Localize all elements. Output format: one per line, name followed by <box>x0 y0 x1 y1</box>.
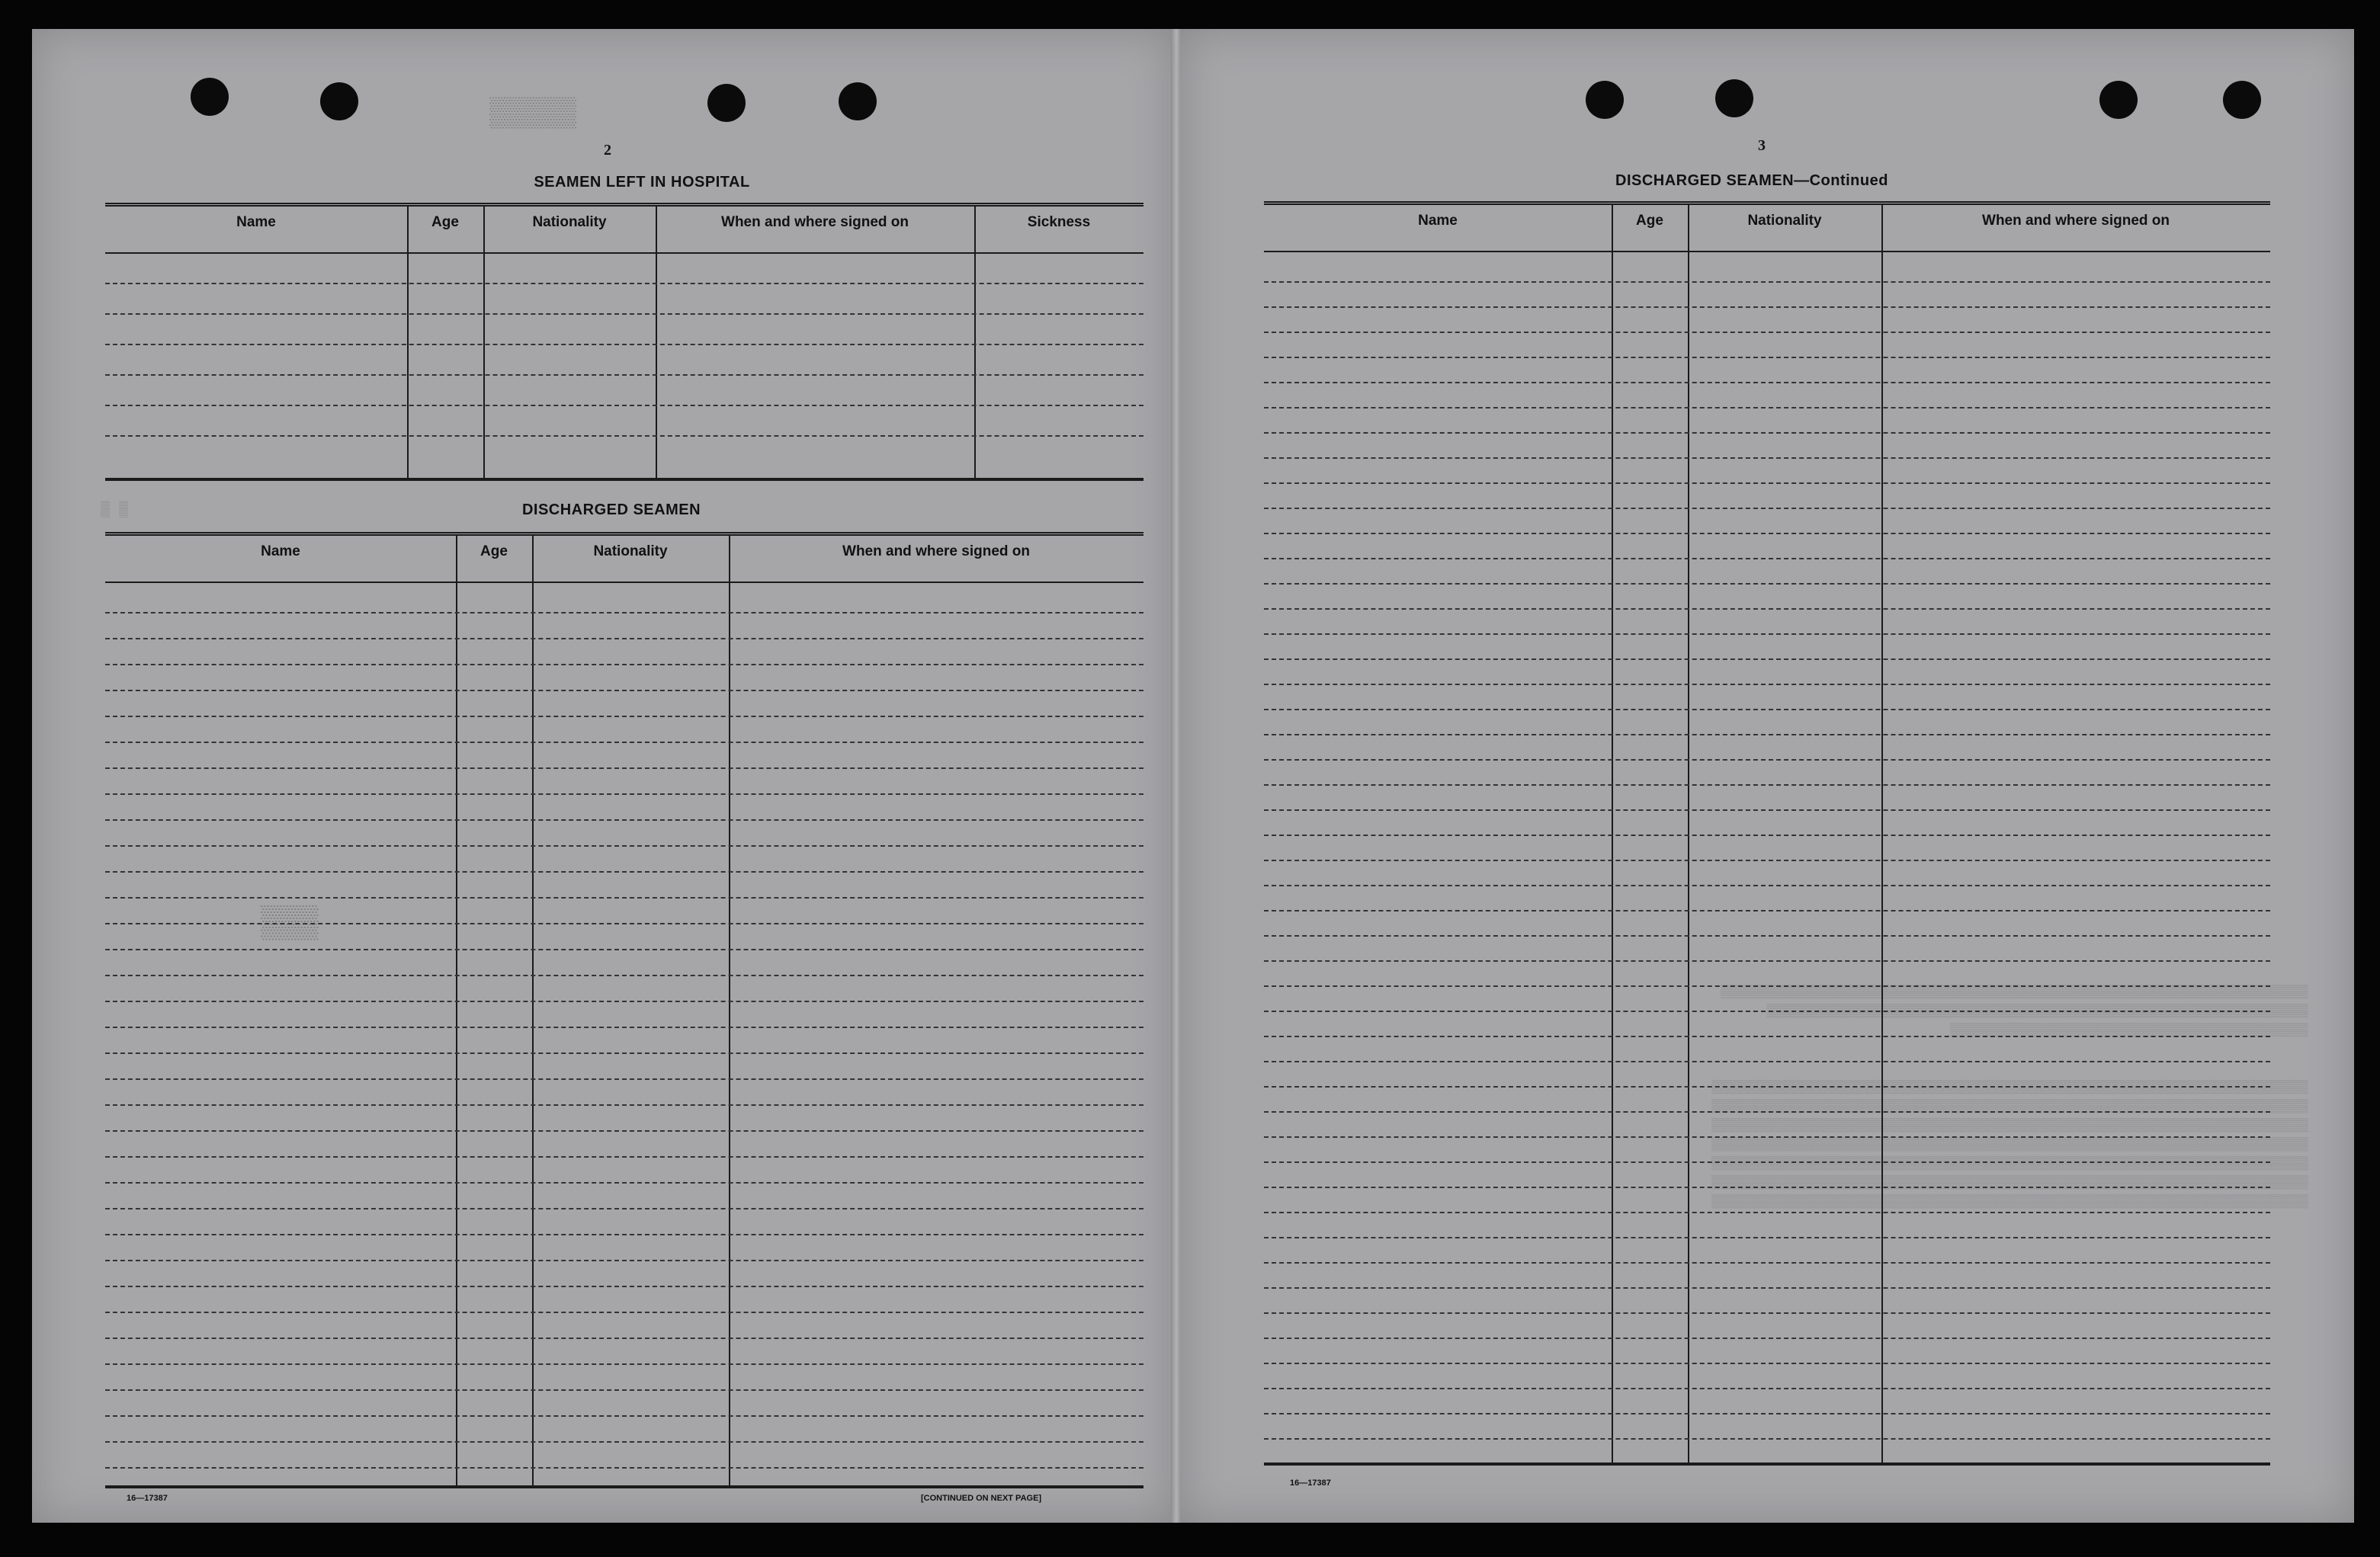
right-page <box>1180 29 2354 1523</box>
table-row <box>1264 784 2270 786</box>
table-row <box>105 1260 1143 1261</box>
column-header-nationality: Nationality <box>1747 213 1822 229</box>
table-row <box>1264 533 2270 534</box>
table-row <box>105 1467 1143 1469</box>
table-row <box>105 690 1143 691</box>
column-divider <box>656 207 657 478</box>
column-divider <box>407 207 409 478</box>
table-row <box>105 1208 1143 1209</box>
table-row <box>1264 910 2270 911</box>
table-row <box>105 1312 1143 1313</box>
column-header-age: Age <box>431 214 459 230</box>
table-row <box>105 1001 1143 1002</box>
column-header-signed-on: When and where signed on <box>842 543 1030 559</box>
column-header-nationality: Nationality <box>593 543 668 559</box>
form-code: 16—17387 <box>127 1494 168 1503</box>
table-row <box>105 1104 1143 1106</box>
table-row <box>1264 1212 2270 1213</box>
table-row <box>1264 759 2270 761</box>
punch-hole-icon <box>1715 79 1753 117</box>
table-row <box>105 283 1143 284</box>
table-row <box>1264 1438 2270 1440</box>
table-row <box>1264 407 2270 408</box>
column-divider <box>456 536 457 1485</box>
table-row <box>105 1234 1143 1235</box>
column-divider <box>532 536 534 1485</box>
column-divider <box>974 207 976 478</box>
column-divider <box>1881 205 1883 1462</box>
hospital-table-header <box>105 207 1143 254</box>
table-row <box>105 1027 1143 1028</box>
table-row <box>105 1338 1143 1339</box>
table-row <box>1264 885 2270 886</box>
table-row <box>1264 1312 2270 1314</box>
table-row <box>1264 1111 2270 1113</box>
column-divider <box>1612 205 1613 1462</box>
table-row <box>105 1286 1143 1287</box>
table-row <box>105 767 1143 769</box>
bleed-through-paragraph: ▒▒▒▒▒▒▒▒▒▒▒▒▒▒▒▒▒▒▒▒▒▒▒▒▒▒▒▒▒▒▒▒▒▒▒▒▒▒▒▒▒▒▒▒▒▒▒▒▒▒▒▒▒▒▒▒▒▒▒▒▒▒▒▒ ▒▒▒▒▒▒▒▒▒▒▒▒▒▒▒▒▒▒▒▒▒▒▒▒▒▒▒▒▒▒▒▒▒▒▒▒▒▒▒▒▒▒▒▒▒▒▒▒▒▒▒▒▒▒▒▒▒▒▒ ▒▒▒▒▒▒▒▒▒▒▒▒▒▒▒▒▒▒▒▒▒▒▒▒▒▒▒▒▒▒▒▒▒▒▒▒▒▒▒ ▒▒▒▒▒▒▒▒▒▒▒▒▒▒▒▒▒▒▒▒▒▒▒▒▒▒▒▒▒▒▒▒▒▒▒▒▒▒▒▒▒▒▒▒▒▒▒▒▒▒▒▒▒▒▒▒▒▒▒▒▒▒▒▒▒ ▒▒▒▒▒▒▒▒▒▒▒▒▒▒▒▒▒▒▒▒▒▒▒▒▒▒▒▒▒▒▒▒▒▒▒▒▒▒▒▒▒▒▒▒▒▒▒▒▒▒▒▒▒▒▒▒▒▒▒▒▒▒▒▒▒ ▒▒▒▒▒▒▒▒▒▒▒▒▒▒▒▒▒▒▒▒▒▒▒▒▒▒▒▒▒▒▒▒▒▒▒▒▒▒▒▒▒▒▒▒▒▒▒▒▒▒▒▒▒▒▒▒▒▒▒▒▒▒▒▒▒ ▒▒▒▒▒▒▒▒▒▒▒▒▒▒▒▒▒▒▒▒▒▒▒▒▒▒▒▒▒▒▒▒▒▒▒▒▒▒▒▒▒▒▒▒▒▒▒▒▒▒▒▒▒▒▒▒▒▒▒▒▒▒▒▒▒ ▒▒▒▒▒▒▒▒▒▒▒▒▒▒▒▒▒▒▒▒▒▒▒▒▒▒▒▒▒▒▒▒▒▒▒▒▒▒▒▒▒▒▒▒▒▒▒▒▒▒▒▒▒▒▒▒▒▒▒▒▒▒▒▒▒ ▒▒▒▒▒▒▒▒▒▒▒▒▒▒▒▒▒▒▒▒▒▒▒▒▒▒▒▒▒▒▒▒▒▒▒▒▒▒▒▒▒▒▒▒▒▒▒▒▒▒▒▒▒▒▒▒▒▒▒▒▒▒▒▒▒ ▒▒▒▒▒▒▒▒▒▒▒▒▒▒▒▒▒▒▒▒▒▒▒▒▒▒▒▒▒▒▒▒▒▒▒▒▒▒▒▒▒▒▒▒▒▒▒▒▒▒▒▒▒▒▒▒▒▒▒▒▒▒▒▒▒ <box>1711 984 2308 1208</box>
table-row <box>105 1389 1143 1391</box>
table-row <box>1264 985 2270 987</box>
column-header-signed-on: When and where signed on <box>1982 213 2170 229</box>
table-row <box>105 374 1143 376</box>
table-row <box>105 405 1143 406</box>
column-header-name: Name <box>1418 213 1458 229</box>
discharged-continued-title: DISCHARGED SEAMEN—Continued <box>1615 172 1888 189</box>
table-row <box>105 1052 1143 1054</box>
column-header-signed-on: When and where signed on <box>721 214 909 230</box>
table-row <box>1264 1086 2270 1088</box>
punch-hole-icon <box>2099 81 2138 119</box>
table-row <box>105 612 1143 614</box>
punch-hole-icon <box>2223 81 2261 119</box>
continued-note: [CONTINUED ON NEXT PAGE] <box>921 1494 1042 1503</box>
punch-hole-icon <box>1586 81 1624 119</box>
form-code: 16—17387 <box>1290 1479 1331 1488</box>
table-row <box>1264 1136 2270 1138</box>
table-row <box>105 871 1143 873</box>
table-row <box>1264 935 2270 937</box>
table-row <box>105 845 1143 847</box>
table-row <box>1264 1161 2270 1163</box>
bleed-through-mark: ▒ ▒ <box>101 501 129 519</box>
punch-hole-icon <box>707 84 746 122</box>
punch-hole-icon <box>320 82 358 120</box>
table-row <box>1264 809 2270 811</box>
discharged-continued-table-header <box>1264 205 2270 252</box>
table-row <box>105 975 1143 976</box>
table-row <box>1264 332 2270 333</box>
table-row <box>1264 860 2270 861</box>
table-row <box>1264 1262 2270 1264</box>
table-row <box>105 742 1143 743</box>
table-row <box>105 716 1143 717</box>
table-row <box>1264 1036 2270 1037</box>
table-row <box>1264 357 2270 358</box>
discharged-continued-table <box>1264 201 2270 1466</box>
table-row <box>1264 633 2270 635</box>
table-row <box>105 819 1143 821</box>
page-number: 2 <box>604 142 611 159</box>
column-header-name: Name <box>236 214 276 230</box>
table-row <box>1264 1388 2270 1389</box>
table-row <box>105 313 1143 315</box>
table-row <box>105 638 1143 639</box>
table-row <box>1264 1338 2270 1339</box>
table-row <box>1264 1413 2270 1414</box>
left-page <box>32 29 1174 1523</box>
column-divider <box>483 207 485 478</box>
table-row <box>105 793 1143 795</box>
column-header-name: Name <box>261 543 300 559</box>
table-row <box>1264 508 2270 509</box>
table-row <box>105 949 1143 950</box>
table-row <box>1264 734 2270 735</box>
column-header-sickness: Sickness <box>1027 214 1091 230</box>
punch-hole-icon <box>839 82 877 120</box>
table-row <box>105 1182 1143 1184</box>
table-row <box>1264 482 2270 484</box>
table-row <box>105 344 1143 345</box>
discharged-table-header <box>105 536 1143 583</box>
column-divider <box>1688 205 1689 1462</box>
table-row <box>1264 608 2270 610</box>
column-header-age: Age <box>480 543 508 559</box>
discharged-table <box>105 532 1143 1488</box>
table-row <box>105 1130 1143 1132</box>
table-row <box>1264 382 2270 383</box>
bleed-through-mark: ▒▒▒ <box>261 905 319 942</box>
bleed-through-mark: ▒▒▒▒▒ <box>489 98 577 130</box>
punch-hole-icon <box>191 78 229 116</box>
hospital-table <box>105 203 1143 481</box>
table-row <box>1264 709 2270 710</box>
table-row <box>105 923 1143 924</box>
table-row <box>1264 306 2270 308</box>
table-row <box>1264 457 2270 459</box>
table-row <box>105 897 1143 899</box>
column-header-age: Age <box>1636 213 1663 229</box>
table-row <box>105 1415 1143 1417</box>
table-row <box>1264 281 2270 283</box>
column-header-nationality: Nationality <box>532 214 607 230</box>
table-row <box>1264 1187 2270 1188</box>
table-row <box>1264 558 2270 559</box>
table-row <box>1264 835 2270 836</box>
table-row <box>1264 1237 2270 1238</box>
page-number: 3 <box>1758 137 1766 154</box>
table-row <box>1264 960 2270 962</box>
table-row <box>1264 1363 2270 1364</box>
table-row <box>105 664 1143 665</box>
table-row <box>105 1156 1143 1158</box>
table-row <box>1264 1061 2270 1062</box>
table-row <box>105 1078 1143 1080</box>
table-row <box>1264 684 2270 685</box>
table-row <box>105 1363 1143 1365</box>
table-row <box>1264 1287 2270 1289</box>
column-divider <box>729 536 730 1485</box>
table-row <box>105 435 1143 437</box>
table-row <box>105 1441 1143 1443</box>
hospital-section-title: SEAMEN LEFT IN HOSPITAL <box>534 174 750 191</box>
table-row <box>1264 583 2270 585</box>
table-row <box>1264 658 2270 660</box>
table-row <box>1264 1011 2270 1012</box>
table-row <box>1264 432 2270 434</box>
discharged-section-title: DISCHARGED SEAMEN <box>521 501 701 518</box>
